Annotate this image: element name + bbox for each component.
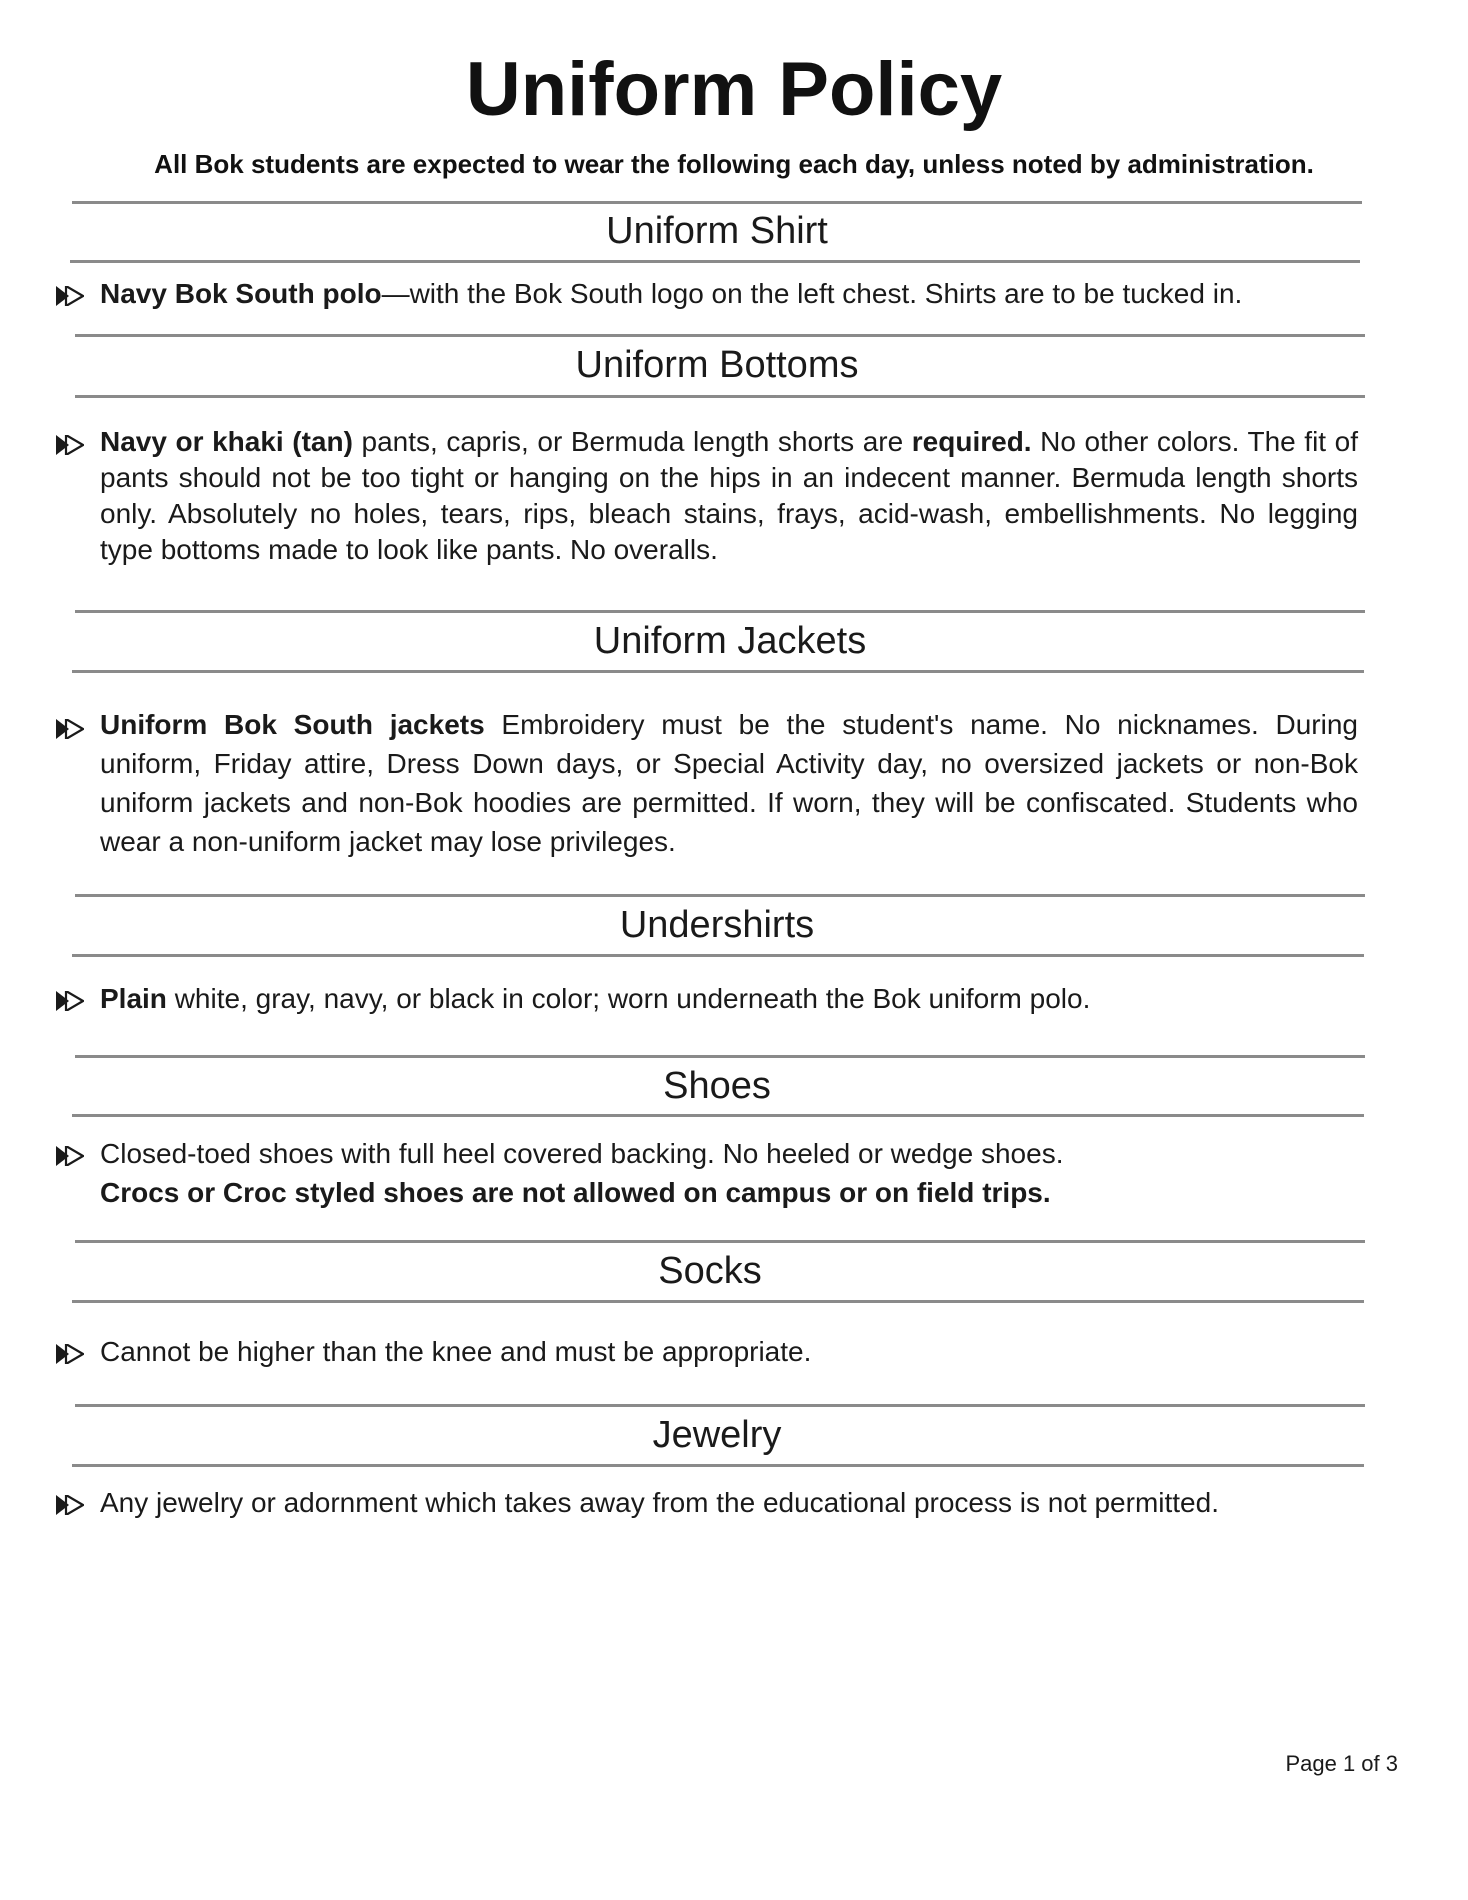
shirt-rule-text — [100, 276, 1365, 312]
section-divider-bottom — [75, 395, 1365, 398]
shoes-rule-text — [100, 1134, 1365, 1212]
undershirts-rule-text — [100, 981, 1365, 1017]
section-heading-uniform-bottoms: Uniform Bottoms — [575, 344, 859, 386]
double-arrow-bullet-icon — [56, 991, 84, 1011]
double-arrow-bullet-icon — [56, 1146, 84, 1166]
section-divider-top — [75, 1240, 1365, 1243]
section-divider-bottom — [72, 1114, 1364, 1117]
section-divider-top — [75, 1055, 1365, 1058]
bottoms-rule-detail-1: pants, capris, or Bermuda length shorts are — [352, 426, 912, 457]
section-heading-uniform-shirt: Uniform Shirt — [606, 210, 828, 252]
section-divider-top — [75, 1404, 1365, 1407]
bottoms-rule-bold-required: required. — [911, 426, 1032, 457]
bottoms-rule-text — [100, 424, 1358, 568]
double-arrow-bullet-icon — [56, 719, 84, 739]
page-title: Uniform Policy — [465, 47, 1003, 132]
shoes-rule-detail: Closed-toed shoes with full heel covered backing. No heeled or wedge shoes. — [100, 1138, 1064, 1169]
socks-rule-text: Cannot be higher than the knee and must be appropriate. — [100, 1336, 812, 1367]
shirt-rule-detail: —with the Bok South logo on the left chest. Shirts are to be tucked in. — [381, 278, 1243, 309]
section-heading-shoes: Shoes — [663, 1065, 771, 1107]
double-arrow-bullet-icon — [56, 1344, 84, 1364]
section-divider-bottom — [70, 260, 1360, 263]
section-divider-bottom — [72, 1300, 1364, 1303]
section-heading-undershirts: Undershirts — [619, 904, 815, 946]
jewelry-rule-text: Any jewelry or adornment which takes away from the educational process is not permitted. — [100, 1487, 1219, 1518]
page-subtitle: All Bok students are expected to wear the following each day, unless noted by administration. — [154, 149, 1314, 179]
section-divider-bottom — [72, 670, 1364, 673]
jackets-rule-detail: Embroidery must be the student's name. No nicknames. During uniform, Friday attire, Dress Down days, or Special Activity day, no oversized jackets or non-Bok uniform jackets and non-Bok hoodies are permitted. If worn, they will be confiscated. Students who wear a non-uniform jacket may lose privileges. — [100, 709, 1358, 857]
jackets-rule-bold: Uniform Bok South jackets — [100, 709, 485, 740]
section-divider-bottom — [72, 1464, 1364, 1467]
section-divider-top — [72, 201, 1362, 204]
shoes-rule-bold: Crocs or Croc styled shoes are not allowed on campus or on field trips. — [100, 1177, 1051, 1208]
undershirts-rule-bold: Plain — [100, 983, 167, 1014]
section-heading-jewelry: Jewelry — [652, 1414, 782, 1456]
bottoms-rule-detail-2: No other colors. The fit of pants should not be too tight or hanging on the hips in an indecent manner. Bermuda length shorts only. Absolutely no holes, tears, rips, bleach stains, frays, acid-wash, embellishments. No legging type bottoms made to look like pants. No overalls. — [100, 426, 1358, 565]
section-divider-top — [75, 334, 1365, 337]
section-heading-uniform-jackets: Uniform Jackets — [593, 620, 867, 662]
section-heading-socks: Socks — [658, 1250, 762, 1292]
section-divider-top — [75, 610, 1365, 613]
bottoms-rule-bold-colors: Navy or khaki (tan) — [100, 426, 353, 457]
double-arrow-bullet-icon — [56, 286, 84, 306]
shirt-rule-bold: Navy Bok South polo — [100, 278, 382, 309]
section-divider-bottom — [72, 954, 1364, 957]
double-arrow-bullet-icon — [56, 435, 84, 455]
jackets-rule-text — [100, 705, 1358, 861]
undershirts-rule-detail: white, gray, navy, or black in color; worn underneath the Bok uniform polo. — [166, 983, 1091, 1014]
double-arrow-bullet-icon — [56, 1495, 84, 1515]
page-number: Page 1 of 3 — [1285, 1751, 1398, 1776]
section-divider-top — [75, 894, 1365, 897]
